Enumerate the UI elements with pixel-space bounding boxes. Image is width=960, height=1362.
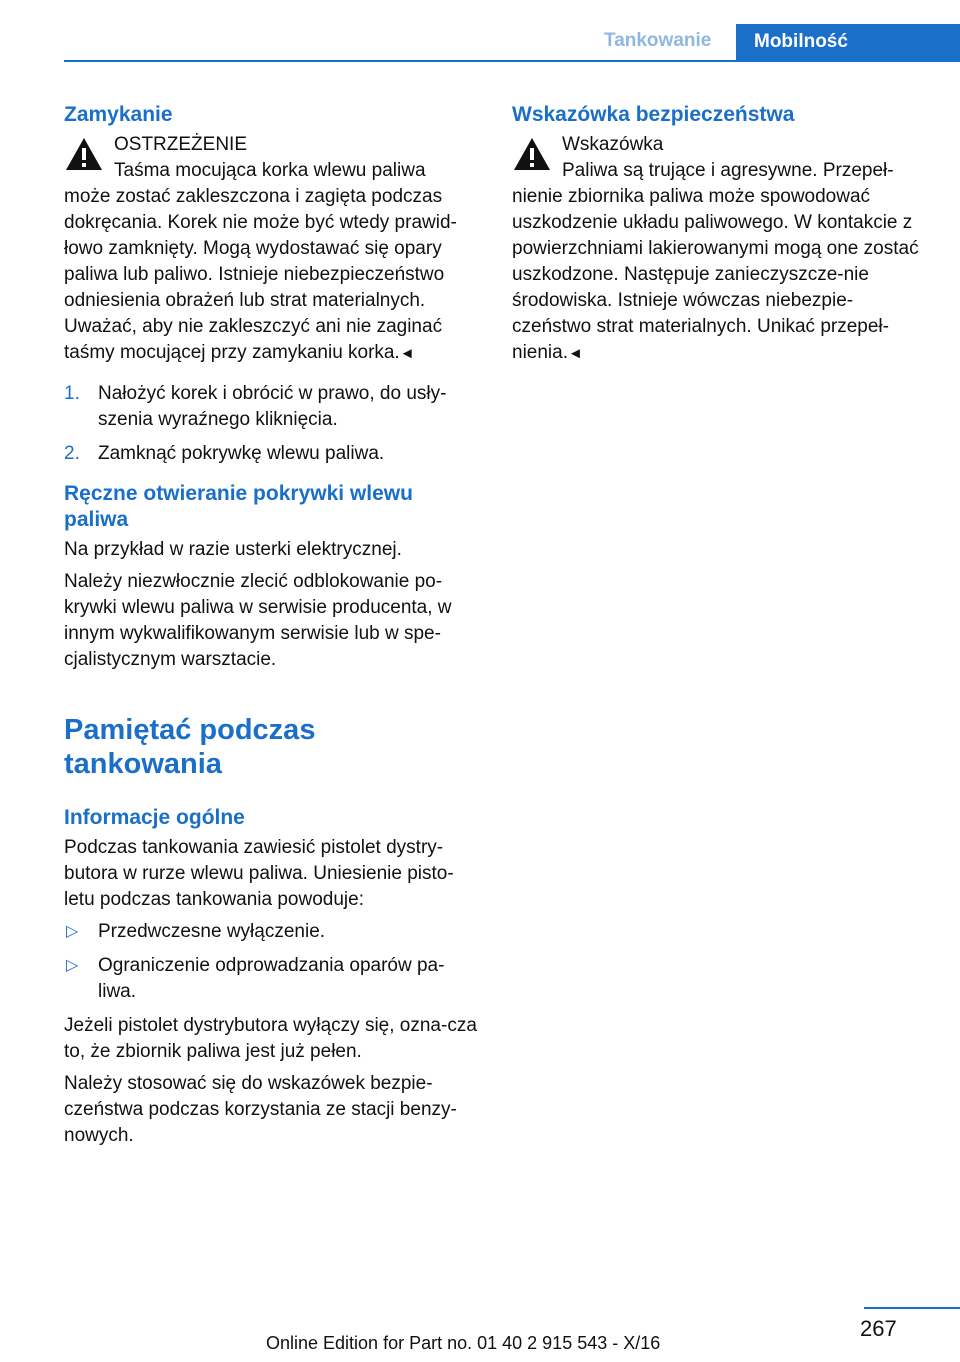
end-mark: ◄ — [568, 345, 583, 362]
triangle-bullet-icon: ▷ — [66, 957, 79, 974]
edition-line: Online Edition for Part no. 01 40 2 915 543 - X/16 — [266, 1333, 661, 1353]
manual-opening-paragraph-1: Na przykład w razie usterki elektrycznej. — [64, 539, 402, 560]
page-number: 267 — [860, 1316, 897, 1341]
warning-triangle-icon — [64, 136, 104, 172]
note-title: Wskazówka — [562, 134, 664, 155]
step-number: 1. — [64, 383, 80, 404]
general-info-paragraph-1: Podczas tankowania zawiesić pistolet dystry‐butora w rurze wlewu paliwa. Uniesienie pisto‐letu podczas tankowania powoduje: — [64, 837, 454, 910]
left-column — [64, 100, 478, 1155]
general-info-heading: Informacje ogólne — [64, 806, 245, 829]
right-column — [512, 100, 926, 381]
manual-opening-paragraph-2: Należy niezwłocznie zlecić odblokowanie po‐krywki wlewu paliwa w serwisie producenta, w innym wykwalifikowanym serwisie lub w spe‐cjalistycznym warsztacie. — [64, 571, 452, 670]
triangle-bullet-icon: ▷ — [66, 923, 79, 940]
footer-rule — [864, 1307, 960, 1309]
bullet-text: Ograniczenie odprowadzania oparów pa‐liwa. — [98, 955, 445, 1002]
warning-text — [64, 184, 478, 367]
refueling-notes-heading: Pamiętać podczas tankowania — [64, 714, 316, 780]
step-text: Nałożyć korek i obrócić w prawo, do usły‐szenia wyraźnego kliknięcia. — [98, 383, 447, 430]
note-text-first-line: Paliwa są trujące i agresywne. Przepeł‐ — [562, 160, 894, 181]
warning-block — [64, 132, 478, 184]
list-item — [64, 953, 478, 1005]
header-section-title: Tankowanie — [604, 30, 712, 51]
warning-text-body: może zostać zakleszczona i zagięta podczas dokręcania. Korek nie może być wtedy prawid‐łowo zamknięty. Mogą wydostawać się opary paliwa lub paliwo. Istnieje niebezpieczeństwo odniesienia obrażeń lub strat materialnych. Uważać, aby nie zakleszczyć ani nie zaginać taśmy mocującej przy zamykaniu korka. — [64, 186, 457, 363]
warning-text-first-line: Taśma mocująca korka wlewu paliwa — [114, 160, 426, 181]
general-info-paragraph-3: Należy stosować się do wskazówek bezpie‐czeństwa podczas korzystania ze stacji benzy‐nowych. — [64, 1073, 457, 1146]
step-number: 2. — [64, 443, 80, 464]
warning-title: OSTRZEŻENIE — [114, 134, 248, 155]
list-item — [64, 381, 478, 433]
list-item — [64, 919, 478, 945]
general-info-paragraph-2: Jeżeli pistolet dystrybutora wyłączy się, ozna‐cza to, że zbiornik paliwa jest już pełen. — [64, 1015, 477, 1062]
header-chapter-tab: Mobilność — [736, 24, 960, 62]
step-text: Zamknąć pokrywkę wlewu paliwa. — [98, 443, 385, 464]
manual-opening-heading: Ręczne otwieranie pokrywki wlewu paliwa — [64, 482, 413, 531]
end-mark: ◄ — [399, 345, 415, 362]
note-block — [512, 132, 926, 184]
effects-list — [64, 919, 478, 1005]
bullet-text: Przedwczesne wyłączenie. — [98, 921, 326, 942]
list-item — [64, 441, 478, 467]
note-text-body: nienie zbiornika paliwa może spowodować uszkodzenie układu paliwowego. W kontakcie z powierzchniami lakierowanymi mogą one zostać uszkodzone. Następuje zanieczyszcze‐nie środowiska. Istnieje wówczas niebezpie‐czeństwo strat materialnych. Unikać przepeł‐nienia. — [512, 186, 919, 363]
safety-note-heading: Wskazówka bezpieczeństwa — [512, 103, 795, 126]
closing-steps-list — [64, 381, 478, 467]
note-text — [512, 184, 926, 367]
zamykanie-heading: Zamykanie — [64, 103, 173, 126]
warning-triangle-icon — [512, 136, 552, 172]
